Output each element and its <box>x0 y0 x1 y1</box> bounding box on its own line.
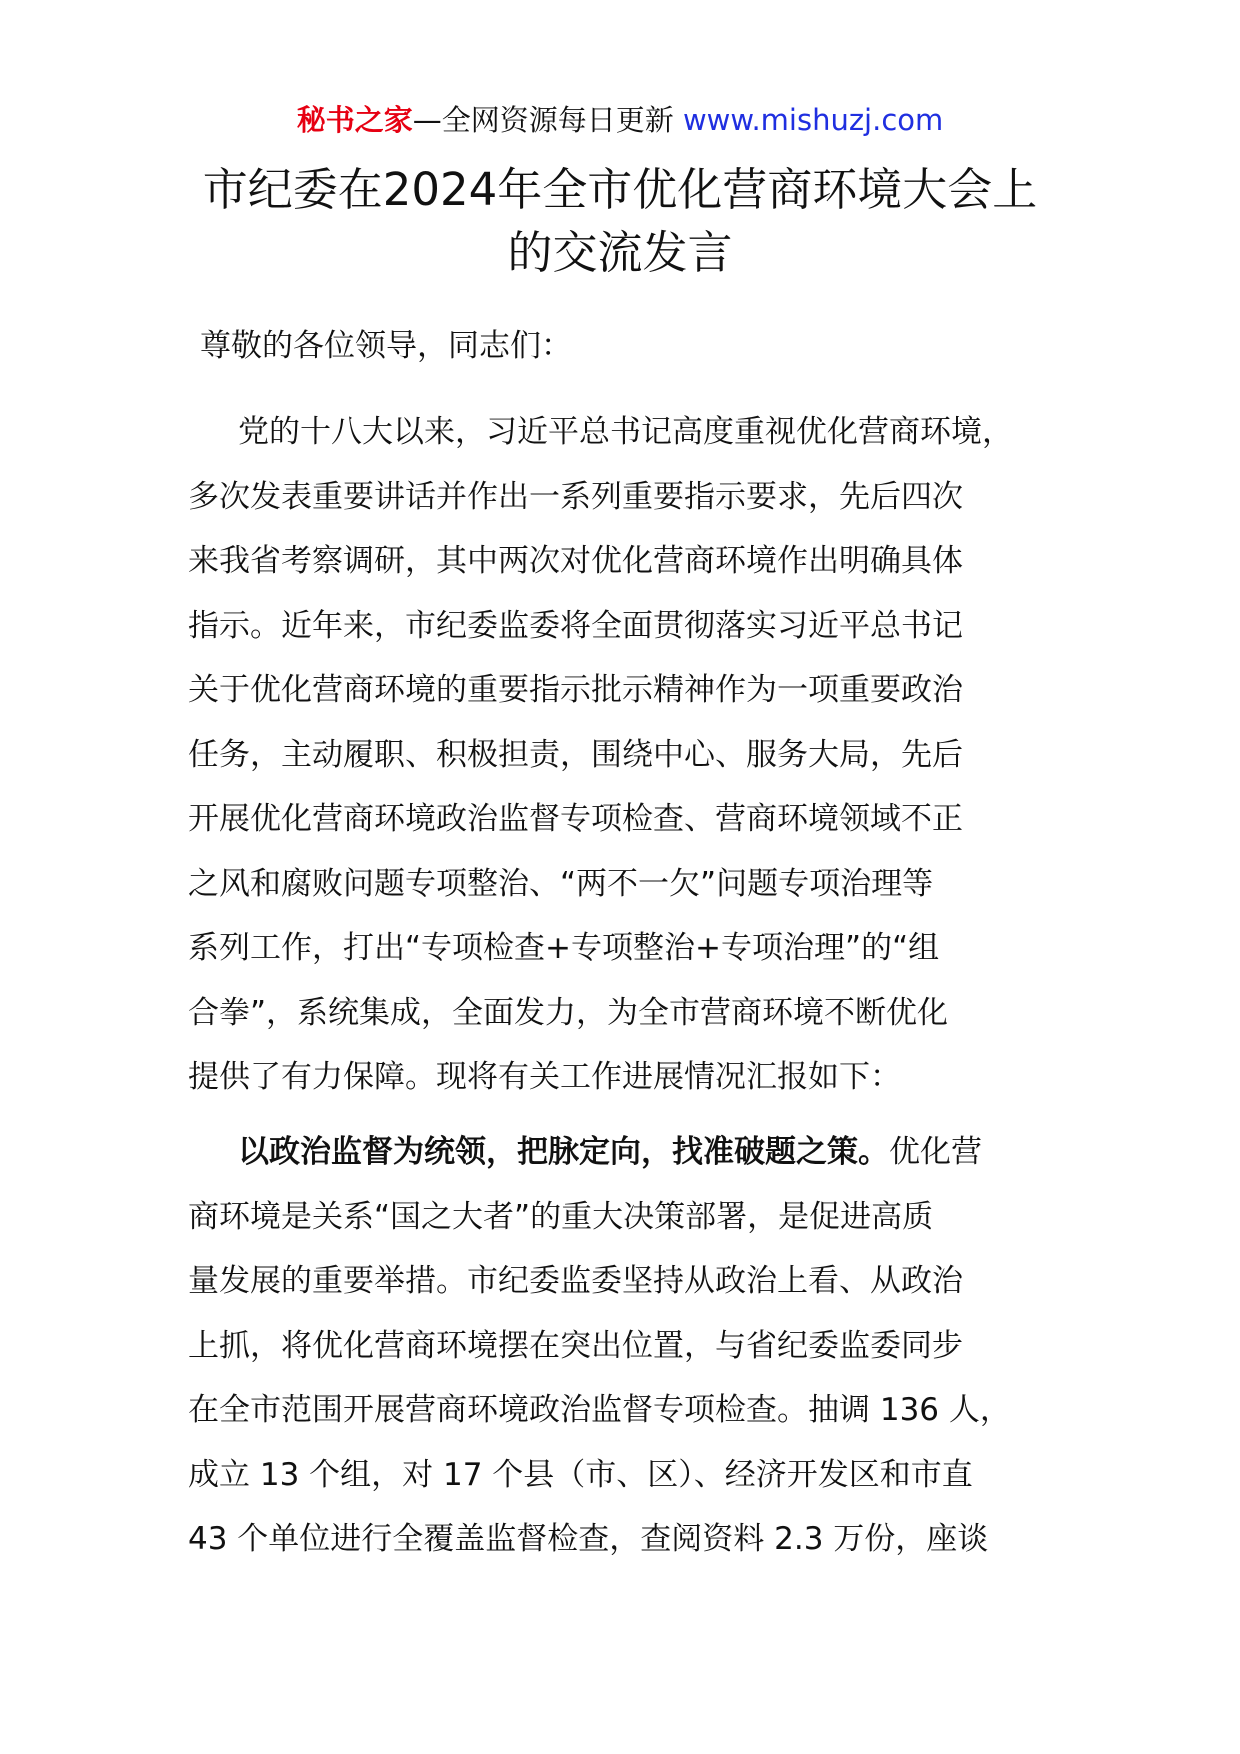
paragraph-line: 指示。近年来，市纪委监委将全面贯彻落实习近平总书记 <box>188 607 963 644</box>
section-heading-lead: 以政治监督为统领，把脉定向，找准破题之策。 <box>238 1134 889 1170</box>
paragraph-line: 来我省考察调研，其中两次对优化营商环境作出明确具体 <box>188 543 963 579</box>
site-link[interactable]: www.mishuzj.com <box>682 103 944 137</box>
paragraph-line: 开展优化营商环境政治监督专项检查、营商环境领域不正 <box>188 801 963 837</box>
paragraph-line: 上抓，将优化营商环境摆在突出位置，与省纪委监委同步 <box>188 1327 963 1364</box>
paragraph-line: 量发展的重要举措。市纪委监委坚持从政治上看、从政治 <box>188 1263 963 1299</box>
paragraph-line: 多次发表重要讲话并作出一系列重要指示要求，先后四次 <box>188 478 963 515</box>
paragraph-line: 任务，主动履职、积极担责，围绕中心、服务大局，先后 <box>188 736 963 773</box>
paragraph-line: 提供了有力保障。现将有关工作进展情况汇报如下： <box>188 1059 901 1095</box>
paragraph-line: 43 个单位进行全覆盖监督检查，查阅资料 2.3 万份，座谈 <box>188 1521 989 1557</box>
title-line-2: 的交流发言 <box>507 226 733 279</box>
title-line-1: 市纪委在2024年全市优化营商环境大会上 <box>202 163 1038 216</box>
paragraph-political-supervision <box>188 1120 1068 1572</box>
paragraph-intro <box>188 400 1068 1110</box>
paragraph-line: 党的十八大以来，习近平总书记高度重视优化营商环境， <box>238 414 1013 450</box>
paragraph-line: 关于优化营商环境的重要指示批示精神作为一项重要政治 <box>188 672 963 708</box>
paragraph-first-line-rest: 优化营 <box>889 1134 982 1170</box>
paragraph-line: 商环境是关系“国之大者”的重大决策部署，是促进高质 <box>188 1198 934 1235</box>
paragraph-line: 成立 13 个组，对 17 个县（市、区）、经济开发区和市直 <box>188 1456 973 1493</box>
paragraph-line: 合拳”，系统集成，全面发力，为全市营商环境不断优化 <box>188 994 949 1031</box>
site-banner <box>0 100 1240 140</box>
document-title <box>160 158 1080 284</box>
paragraph-first-line <box>188 1120 1068 1185</box>
paragraph-line: 系列工作，打出“专项检查+专项整治+专项治理”的“组 <box>188 930 940 966</box>
paragraph-line: 在全市范围开展营商环境政治监督专项检查。抽调 136 人， <box>188 1392 1011 1428</box>
salutation: 尊敬的各位领导，同志们： <box>200 328 572 364</box>
brand-name: 秘书之家 <box>296 103 413 137</box>
paragraph-line: 之风和腐败问题专项整治、“两不一欠”问题专项治理等 <box>188 865 934 902</box>
brand-slogan: —全网资源每日更新 <box>412 103 674 137</box>
